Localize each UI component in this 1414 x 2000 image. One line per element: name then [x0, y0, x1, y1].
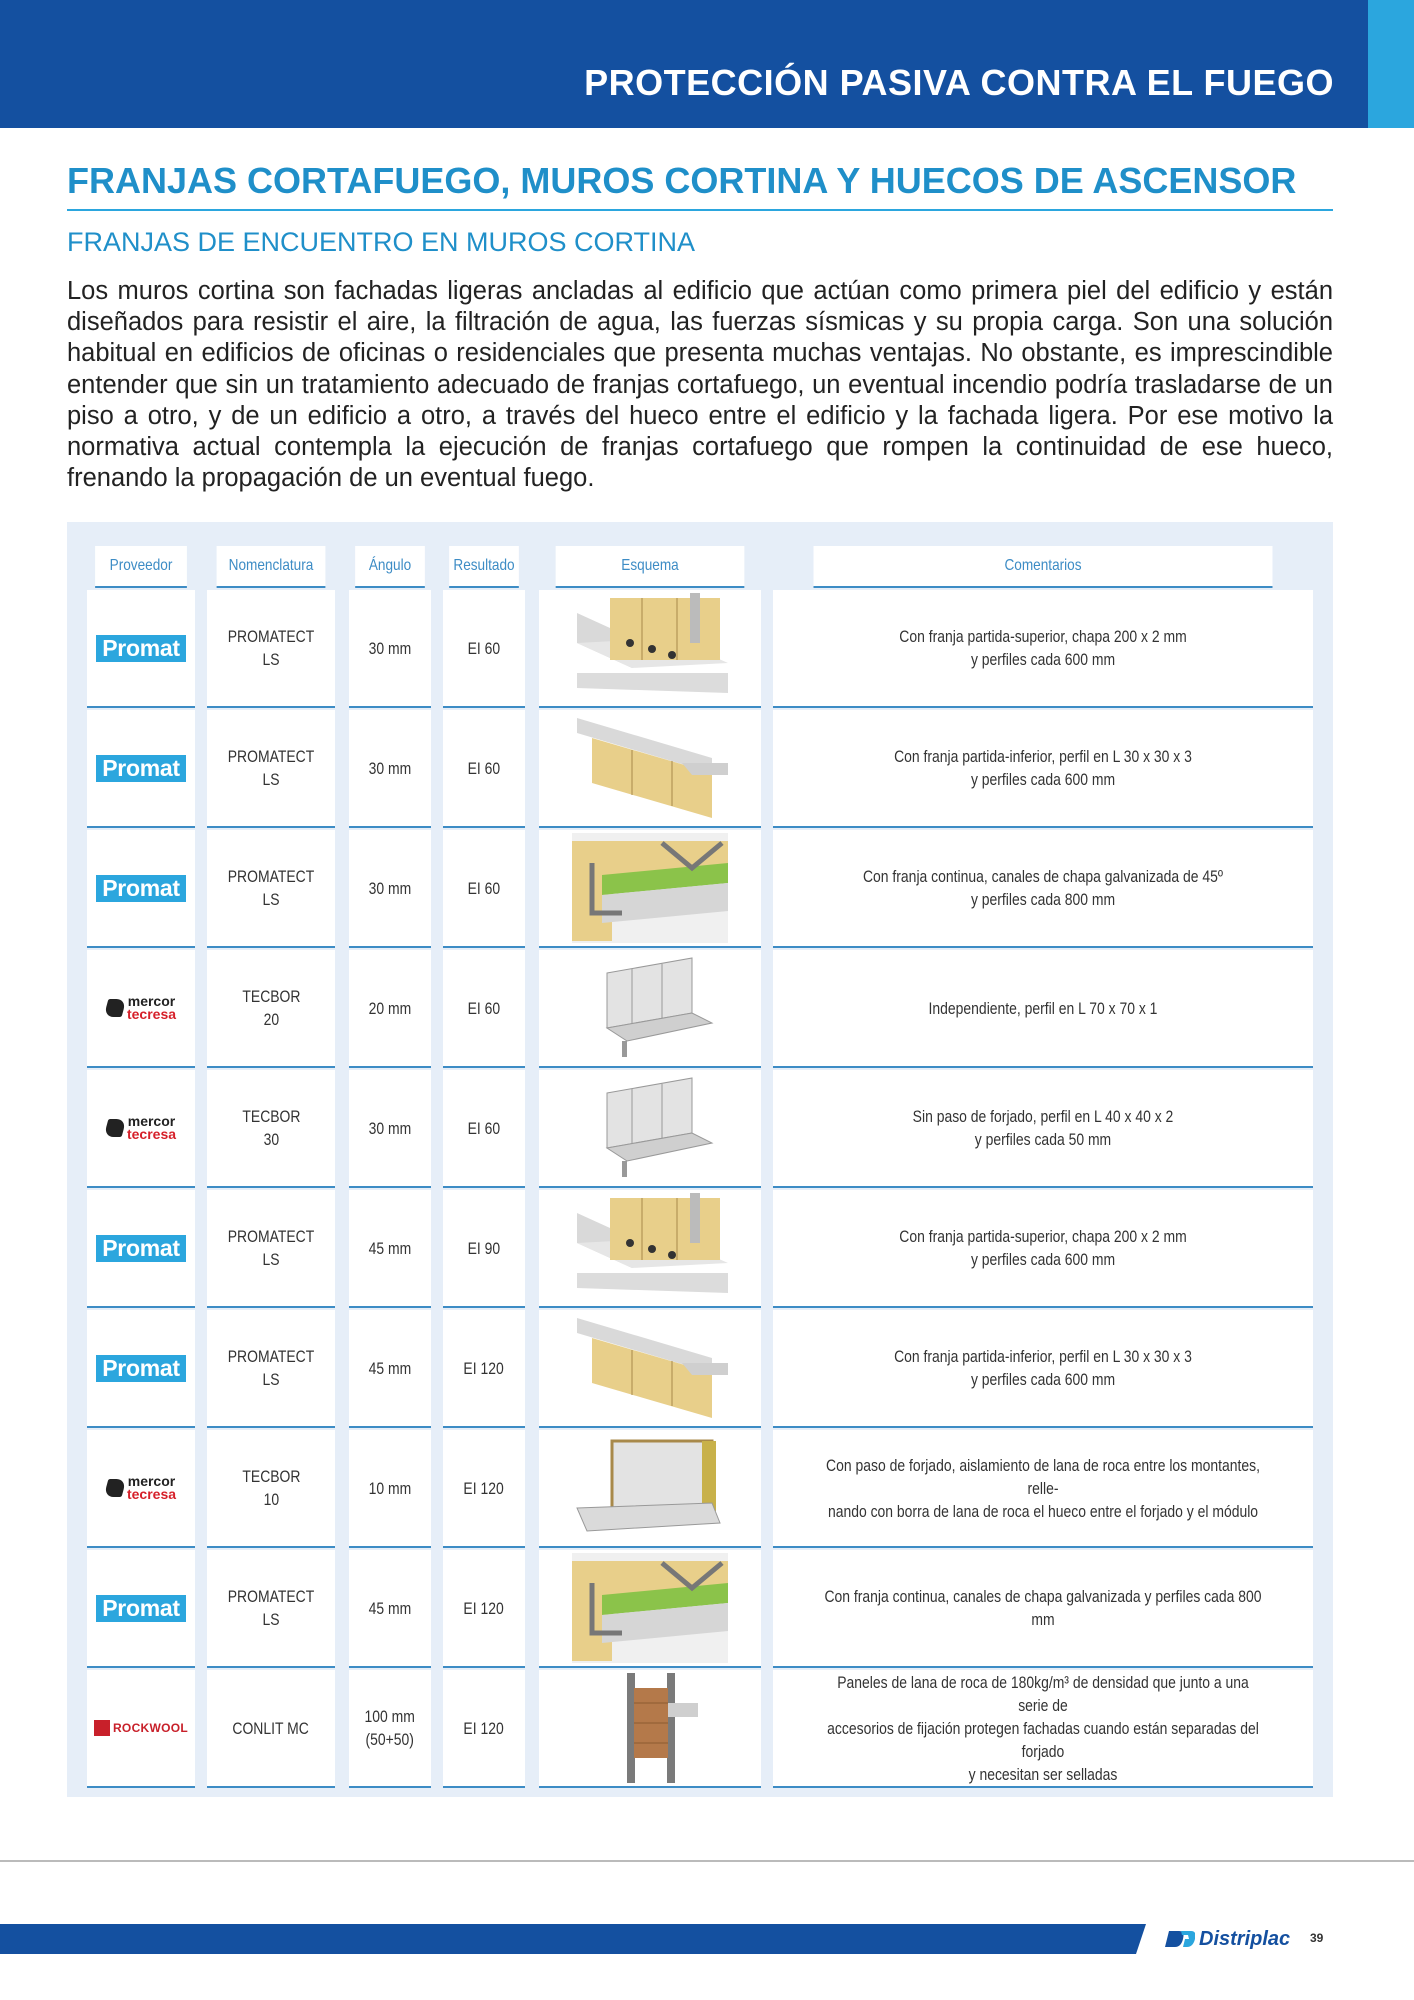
col-header-resultado: Resultado: [449, 546, 519, 588]
tecresa-text: tecresa: [126, 1486, 177, 1502]
top-accent-stripe: [1368, 0, 1414, 128]
scheme-illustration: [572, 1313, 728, 1423]
solutions-table: [67, 522, 1333, 1797]
table-row: [87, 710, 1313, 830]
scheme-illustration: [572, 1433, 728, 1543]
cell-angulo: 30 mm: [349, 830, 431, 948]
promat-logo: Promat: [96, 1595, 185, 1622]
cell-resultado: EI 120: [443, 1670, 525, 1788]
mercor-icon: [104, 1119, 127, 1137]
scheme-illustration: [572, 1073, 728, 1183]
table-row: [87, 1670, 1313, 1790]
table-row: [87, 590, 1313, 710]
page-number: 39: [1310, 1931, 1324, 1945]
promat-logo: Promat: [96, 1355, 185, 1382]
cell-angulo: 30 mm: [349, 590, 431, 708]
cell-resultado: EI 90: [443, 1190, 525, 1308]
table-row: [87, 1070, 1313, 1190]
cell-esquema: [539, 1070, 761, 1188]
cell-proveedor: [87, 1550, 195, 1668]
promat-logo: Promat: [96, 635, 185, 662]
footer-rule: [0, 1860, 1414, 1862]
col-header-nomenclatura: Nomenclatura: [217, 546, 326, 588]
cell-esquema: [539, 1670, 761, 1788]
scheme-illustration: [572, 593, 728, 703]
cell-angulo: 45 mm: [349, 1190, 431, 1308]
promat-logo: Promat: [96, 875, 185, 902]
cell-nomenclatura: PROMATECT LS: [207, 1190, 335, 1308]
cell-resultado: EI 120: [443, 1550, 525, 1668]
cell-angulo: 45 mm: [349, 1550, 431, 1668]
cell-esquema: [539, 710, 761, 828]
cell-resultado: EI 60: [443, 710, 525, 828]
cell-angulo: 30 mm: [349, 710, 431, 828]
cell-proveedor: [87, 1070, 195, 1188]
col-header-proveedor: Proveedor: [95, 546, 187, 588]
rockwool-logo: [94, 1717, 188, 1740]
cell-angulo: 100 mm (50+50): [349, 1670, 431, 1788]
mercor-tecresa-logo: [106, 995, 176, 1021]
promat-logo: Promat: [96, 755, 185, 782]
cell-proveedor: [87, 830, 195, 948]
cell-resultado: EI 60: [443, 1070, 525, 1188]
tecresa-text: tecresa: [126, 1126, 177, 1142]
distriplac-icon: [1165, 1927, 1195, 1951]
cell-nomenclatura: PROMATECT LS: [207, 710, 335, 828]
cell-esquema: [539, 1550, 761, 1668]
promat-logo: Promat: [96, 1235, 185, 1262]
cell-resultado: EI 120: [443, 1430, 525, 1548]
mercor-icon: [104, 999, 127, 1017]
cell-proveedor: [87, 1430, 195, 1548]
cell-proveedor: [87, 1190, 195, 1308]
tecresa-text: tecresa: [126, 1006, 177, 1022]
cell-esquema: [539, 1310, 761, 1428]
cell-comentarios: Con franja partida-superior, chapa 200 x 2 mm y perfiles cada 600 mm: [773, 590, 1313, 708]
mercor-tecresa-logo: [106, 1115, 176, 1141]
cell-resultado: EI 60: [443, 830, 525, 948]
scheme-illustration: [572, 1193, 728, 1303]
cell-angulo: 20 mm: [349, 950, 431, 1068]
heading-rule: [67, 209, 1333, 211]
scheme-illustration: [572, 1553, 728, 1663]
mercor-text: mercor: [127, 1113, 176, 1129]
cell-comentarios: Con franja partida-inferior, perfil en L 30 x 30 x 3 y perfiles cada 600 mm: [773, 710, 1313, 828]
cell-nomenclatura: PROMATECT LS: [207, 1310, 335, 1428]
scheme-illustration: [572, 833, 728, 943]
cell-angulo: 10 mm: [349, 1430, 431, 1548]
cell-comentarios: Sin paso de forjado, perfil en L 40 x 40 x 2 y perfiles cada 50 mm: [773, 1070, 1313, 1188]
intro-paragraph: Los muros cortina son fachadas ligeras ancladas al edificio que actúan como primera piel del edificio y están diseñados para resistir el aire, la filtración de agua, las fuerzas sísmicas y su propia carga. Son una solución habitual en edificios de oficinas o residenciales que presenta muchas ventajas. No obstante, es imprescindible entender que sin un tratamiento adecuado de franjas cortafuego, un eventual incendio podría trasladarse de un piso a otro, y de un edificio a otro, a través del hueco entre el edificio y la fachada ligera. Por ese motivo la normativa actual contempla la ejecución de franjas cortafuego que rompen la continuidad de ese hueco, frenando la propagación de un eventual fuego.: [67, 277, 1333, 493]
cell-esquema: [539, 830, 761, 948]
cell-comentarios: Con franja continua, canales de chapa galvanizada de 45º y perfiles cada 800 mm: [773, 830, 1313, 948]
cell-resultado: EI 60: [443, 590, 525, 708]
cell-proveedor: [87, 1310, 195, 1428]
cell-nomenclatura: PROMATECT LS: [207, 590, 335, 708]
cell-esquema: [539, 1190, 761, 1308]
cell-nomenclatura: TECBOR 30: [207, 1070, 335, 1188]
scheme-illustration: [572, 1673, 728, 1783]
cell-nomenclatura: TECBOR 10: [207, 1430, 335, 1548]
table-row: [87, 1190, 1313, 1310]
cell-proveedor: [87, 590, 195, 708]
col-header-comentarios: Comentarios: [814, 546, 1273, 588]
brand-name: Distriplac: [1199, 1927, 1291, 1950]
cell-nomenclatura: CONLIT MC: [207, 1670, 335, 1788]
cell-comentarios: Paneles de lana de roca de 180kg/m³ de densidad que junto a una serie de accesorios de fijación protegen fachadas cuando están separadas del forjado y necesitan ser selladas: [773, 1670, 1313, 1788]
cell-comentarios: Con franja partida-inferior, perfil en L 30 x 30 x 3 y perfiles cada 600 mm: [773, 1310, 1313, 1428]
table-row: [87, 1310, 1313, 1430]
cell-proveedor: [87, 1670, 195, 1788]
table-row: [87, 1550, 1313, 1670]
mercor-icon: [104, 1479, 127, 1497]
table-row: [87, 950, 1313, 1070]
cell-comentarios: Con franja partida-superior, chapa 200 x 2 mm y perfiles cada 600 mm: [773, 1190, 1313, 1308]
distriplac-logo: [1165, 1924, 1290, 1954]
cell-nomenclatura: TECBOR 20: [207, 950, 335, 1068]
mercor-tecresa-logo: [106, 1475, 176, 1501]
cell-nomenclatura: PROMATECT LS: [207, 830, 335, 948]
mercor-text: mercor: [127, 993, 176, 1009]
cell-proveedor: [87, 710, 195, 828]
cell-comentarios: Con paso de forjado, aislamiento de lana de roca entre los montantes, relle- nando con borra de lana de roca el hueco entre el forjado y el módulo: [773, 1430, 1313, 1548]
table-row: [87, 830, 1313, 950]
cell-resultado: EI 120: [443, 1310, 525, 1428]
rockwool-text: ROCKWOOL: [112, 1720, 189, 1735]
table-body: [87, 590, 1313, 1790]
cell-esquema: [539, 590, 761, 708]
cell-angulo: 30 mm: [349, 1070, 431, 1188]
scheme-illustration: [572, 713, 728, 823]
cell-esquema: [539, 950, 761, 1068]
cell-angulo: 45 mm: [349, 1310, 431, 1428]
cell-esquema: [539, 1430, 761, 1548]
footer-band: [0, 1924, 1136, 1954]
cell-resultado: EI 60: [443, 950, 525, 1068]
cell-proveedor: [87, 950, 195, 1068]
section-title: PROTECCIÓN PASIVA CONTRA EL FUEGO: [584, 62, 1334, 103]
rockwool-icon: [94, 1720, 110, 1736]
cell-comentarios: Independiente, perfil en L 70 x 70 x 1: [773, 950, 1313, 1068]
cell-nomenclatura: PROMATECT LS: [207, 1550, 335, 1668]
col-header-angulo: Ángulo: [355, 546, 425, 588]
table-header-row: [87, 546, 1313, 590]
col-header-esquema: Esquema: [556, 546, 745, 588]
mercor-text: mercor: [127, 1473, 176, 1489]
scheme-illustration: [572, 953, 728, 1063]
footer-band-cap: [1136, 1924, 1146, 1954]
cell-comentarios: Con franja continua, canales de chapa galvanizada y perfiles cada 800 mm: [773, 1550, 1313, 1668]
subheading: FRANJAS DE ENCUENTRO EN MUROS CORTINA: [67, 227, 696, 257]
page-heading: FRANJAS CORTAFUEGO, MUROS CORTINA Y HUECOS DE ASCENSOR: [67, 160, 1297, 201]
table-row: [87, 1430, 1313, 1550]
